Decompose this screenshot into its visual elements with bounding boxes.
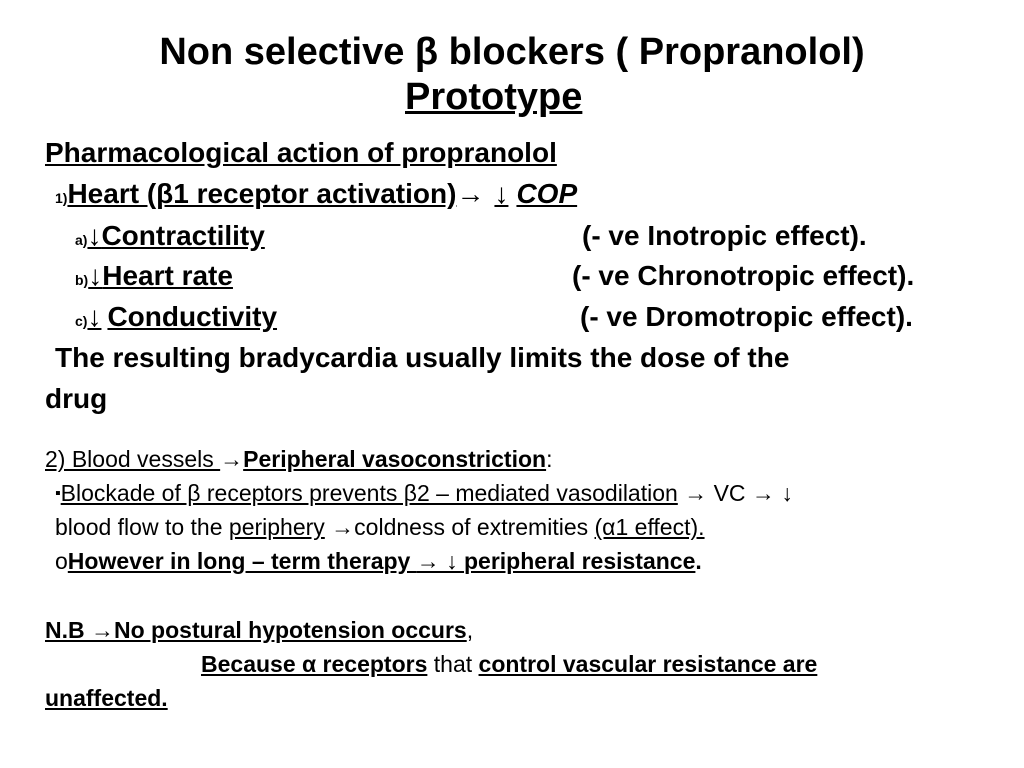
down-arrow-icon: ↓ xyxy=(87,301,102,332)
item-heart xyxy=(55,178,577,210)
nb-line xyxy=(45,617,473,644)
vasoconstriction-title: Peripheral vasoconstriction xyxy=(243,446,547,472)
period: . xyxy=(695,548,702,574)
square-bullet-icon: ▪ xyxy=(55,485,61,502)
nb-text: No postural hypotension occurs xyxy=(114,617,467,643)
alpha1-effect-text: (α1 effect). xyxy=(594,514,705,540)
blockade-result: → VC → ↓ xyxy=(677,480,793,506)
subitem-name: Contractility xyxy=(101,220,265,251)
blockade-text: Blockade of β receptors prevents β2 – mediated vasodilation xyxy=(60,480,678,506)
because-line xyxy=(201,651,817,678)
item-heart-label: Heart (β1 receptor activation) xyxy=(67,178,457,209)
item-number: 1) xyxy=(55,190,68,206)
note-line-1: The resulting bradycardia usually limits the dose of the xyxy=(55,342,790,373)
periphery-text: periphery xyxy=(228,514,325,540)
subitem-conductivity xyxy=(75,301,283,333)
circle-bullet-icon: o xyxy=(55,548,68,574)
colon: : xyxy=(546,446,553,472)
arrow-icon: → xyxy=(220,446,244,472)
control-text: control vascular resistance are xyxy=(478,651,818,677)
subitem-effect: (- ve Inotropic effect). xyxy=(582,220,867,251)
that-text: that xyxy=(427,651,479,677)
bullet-blockade-line2 xyxy=(55,514,705,541)
long-term-text: However in long – term therapy xyxy=(67,548,417,574)
coldness-text: →coldness of extremities xyxy=(324,514,595,540)
subitem-letter: c) xyxy=(75,313,88,329)
subitem-effect: (- ve Dromotropic effect). xyxy=(580,301,913,332)
subitem-name: Heart rate xyxy=(102,260,233,291)
note-line-2: drug xyxy=(45,383,108,414)
page-subtitle: Prototype xyxy=(405,76,583,118)
subitem-letter: b) xyxy=(75,272,89,288)
arrow-icon: → xyxy=(91,617,114,643)
blood-flow-text: blood flow to the xyxy=(55,514,229,540)
down-arrow-icon: ↓ xyxy=(494,178,509,209)
cop-label: COP xyxy=(516,178,578,209)
arrow-icon: → xyxy=(456,178,485,209)
nb-prefix: N.B xyxy=(45,617,91,643)
subitem-name: Conductivity xyxy=(107,301,278,332)
comma: , xyxy=(466,617,474,643)
because-text: Because α receptors xyxy=(201,651,428,677)
subitem-letter: a) xyxy=(75,232,88,248)
subitem-contractility xyxy=(75,220,265,252)
down-arrow-icon: ↓ xyxy=(88,260,103,291)
blood-vessels-line xyxy=(45,446,552,473)
down-arrow-icon: ↓ xyxy=(87,220,102,251)
blood-vessels-label: 2) Blood vessels xyxy=(45,446,221,472)
subitem-heart-rate xyxy=(75,260,233,292)
page-title: Non selective β blockers ( Propranolol) xyxy=(159,31,865,73)
arrow-icon: → ↓ xyxy=(416,548,464,574)
section-heading: Pharmacological action of propranolol xyxy=(45,137,557,168)
bullet-long-term xyxy=(55,548,702,575)
peripheral-resistance-text: peripheral resistance xyxy=(464,548,696,574)
bullet-blockade-line1 xyxy=(55,480,793,507)
subitem-effect: (- ve Chronotropic effect). xyxy=(572,260,915,291)
unaffected-text: unaffected. xyxy=(45,685,168,711)
